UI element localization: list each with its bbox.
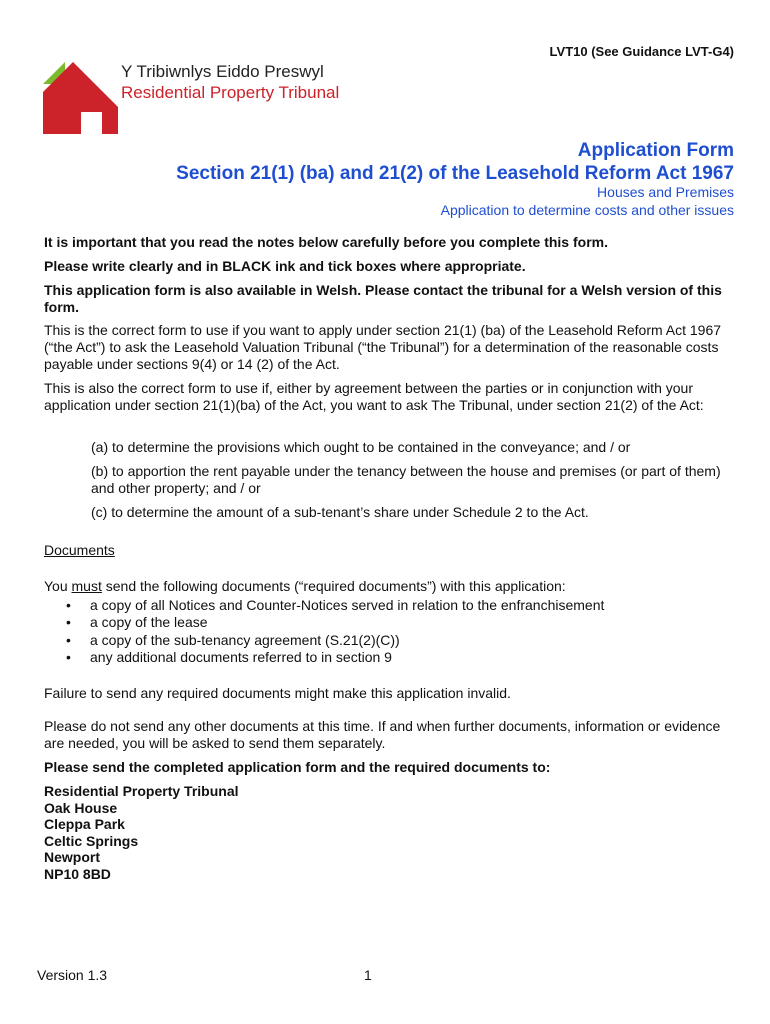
documents-heading-text: Documents xyxy=(44,542,115,558)
failure-note: Failure to send any required documents might make this application invalid. xyxy=(44,685,511,701)
documents-lead-before: You xyxy=(44,578,72,594)
send-to-instruction: Please send the completed application form and the required documents to: xyxy=(44,759,551,775)
tribunal-address xyxy=(44,783,239,883)
tribunal-logo-icon xyxy=(43,62,118,134)
read-notes-instruction: It is important that you read the notes below carefully before you complete this form. xyxy=(44,234,608,250)
required-documents-list xyxy=(44,597,604,666)
list-item: • any additional documents referred to in section 9 xyxy=(44,649,604,666)
list-item: • a copy of the sub-tenancy agreement (S.21(2)(C)) xyxy=(44,632,604,649)
no-other-documents-note: Please do not send any other documents at this time. If and when further documents, information or evidence are needed, you will be asked to send them separately. xyxy=(44,718,721,751)
form-code: LVT10 (See Guidance LVT-G4) xyxy=(549,44,734,59)
option-c: (c) to determine the amount of a sub-tenant’s share under Schedule 2 to the Act. xyxy=(91,504,589,520)
address-line: Newport xyxy=(44,849,100,866)
address-line: Oak House xyxy=(44,799,118,816)
address-line: Celtic Springs xyxy=(44,832,139,849)
logo-english-name: Residential Property Tribunal xyxy=(121,83,340,102)
correct-form-paragraph-2: This is also the correct form to use if, either by agreement between the parties or in conjunction with your application under section 21(1)(ba) of the Act, you want to ask The Tribunal, under section 21(2) of the Act: xyxy=(44,380,704,413)
address-line: NP10 8BD xyxy=(44,865,111,882)
documents-heading xyxy=(44,542,734,559)
option-b: (b) to apportion the rent payable under the tenancy between the house and premises (or part of them) and other property; and / or xyxy=(91,463,721,496)
form-title: Application Form xyxy=(577,140,734,161)
form-purpose: Application to determine costs and other issues xyxy=(440,202,734,218)
form-category: Houses and Premises xyxy=(597,184,734,200)
welsh-version-note: This application form is also available in Welsh. Please contact the tribunal for a Welsh version of this form. xyxy=(44,282,722,315)
correct-form-paragraph-1: This is the correct form to use if you want to apply under section 21(1) (ba) of the Leasehold Reform Act 1967 (“the Act”) to ask the Leasehold Valuation Tribunal (“the Tribunal”) for a determination of the reasonable costs payable under sections 9(4) or 14 (2) of the Act. xyxy=(44,322,722,372)
documents-lead xyxy=(44,578,734,595)
list-item: • a copy of the lease xyxy=(44,614,604,631)
option-a: (a) to determine the provisions which ought to be contained in the conveyance; and / or xyxy=(91,439,631,455)
write-clearly-instruction: Please write clearly and in BLACK ink and tick boxes where appropriate. xyxy=(44,258,526,274)
page-number: 1 xyxy=(364,967,372,983)
documents-lead-after: send the following documents (“required documents”) with this application: xyxy=(101,578,566,594)
address-line: Residential Property Tribunal xyxy=(44,783,239,799)
footer-version: Version 1.3 xyxy=(37,967,108,983)
form-subtitle: Section 21(1) (ba) and 21(2) of the Leasehold Reform Act 1967 xyxy=(176,163,734,184)
documents-lead-must: must xyxy=(71,578,102,594)
address-line: Cleppa Park xyxy=(44,816,125,833)
list-item: • a copy of all Notices and Counter-Notices served in relation to the enfranchisement xyxy=(44,597,604,614)
logo-welsh-name: Y Tribiwnlys Eiddo Preswyl xyxy=(121,62,324,81)
